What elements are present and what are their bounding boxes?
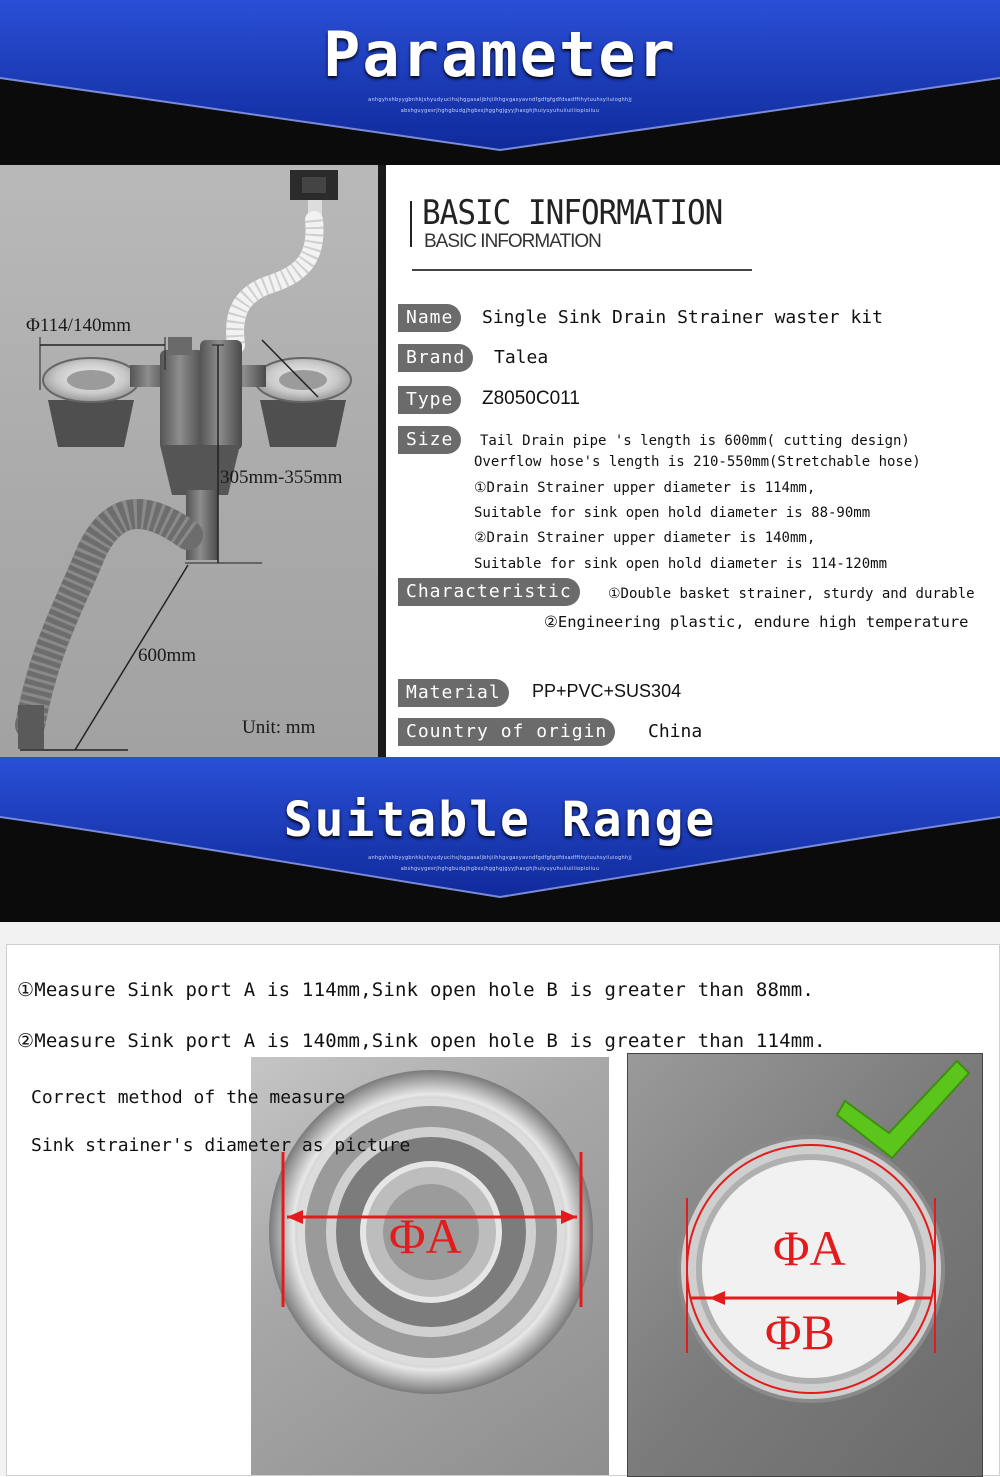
- phi-b-label: ΦB: [765, 1304, 835, 1360]
- left-sink-photo: [11, 1057, 609, 1475]
- material-value: PP+PVC+SUS304: [532, 681, 682, 701]
- size-line-1: Tail Drain pipe 's length is 600mm( cutting design): [480, 433, 910, 449]
- suitable-range-banner: [0, 757, 1000, 922]
- parameter-subtitle-1: anhgyhshbyygbnhkjshyudyucihsjhggasaljbhjiihhgvgasyavndfgdfgfgdfdsadffthytuuhsyiiuioghhjj: [368, 97, 632, 103]
- title-accent-bar: [410, 201, 412, 247]
- parameter-banner: [0, 0, 1000, 165]
- type-value: Z8050C011: [482, 388, 580, 409]
- phi-a-label-right: ΦA: [773, 1220, 846, 1276]
- parameter-subtitle-2: abshguygesrjhghgbudgjhgbssjhgghgjgyyjhasghjhuiyuyuhuiiuiiiiopioiiuu: [400, 108, 600, 114]
- measure-line-1: ①Measure Sink port A is 114mm,Sink open hole B is greater than 88mm.: [17, 979, 815, 1001]
- size-line-6: Suitable for sink open hold diameter is 114-120mm: [474, 556, 888, 572]
- origin-label: Country of origin: [398, 718, 615, 746]
- sink-strainer-photo-left: [11, 1057, 609, 1475]
- characteristic-line-2: ②Engineering plastic, endure high temperature: [544, 613, 969, 631]
- material-label: Material: [398, 679, 509, 707]
- parameter-section: [0, 165, 1000, 757]
- name-value: Single Sink Drain Strainer waster kit: [482, 307, 883, 328]
- characteristic-label: Characteristic: [398, 578, 580, 606]
- size-line-5: ②Drain Strainer upper diameter is 140mm,: [474, 530, 816, 546]
- parameter-title: Parameter: [323, 18, 677, 91]
- basic-info-subtitle: BASIC INFORMATION: [424, 231, 601, 252]
- diameter-dimension-label: Φ114/140mm: [26, 315, 132, 336]
- right-sink-photo: [627, 1053, 983, 1477]
- size-line-3: ①Drain Strainer upper diameter is 114mm,: [474, 480, 816, 496]
- size-line-4: Suitable for sink open hold diameter is 88-90mm: [474, 505, 871, 521]
- phi-a-label-left: ΦA: [389, 1208, 462, 1264]
- length-dimension-label: 600mm: [138, 645, 197, 666]
- measure-note-1: Correct method of the measure: [31, 1087, 346, 1108]
- measure-instructions-box: [6, 944, 1000, 1476]
- measure-line-2: ②Measure Sink port A is 140mm,Sink open hole B is greater than 114mm.: [17, 1030, 826, 1052]
- height-dimension-label: 305mm-355mm: [220, 467, 343, 488]
- characteristic-line-1: ①Double basket strainer, sturdy and durable: [608, 586, 975, 602]
- suitable-range-title: Suitable Range: [283, 792, 717, 848]
- name-label: Name: [398, 304, 461, 332]
- brand-value: Talea: [494, 347, 549, 368]
- suitable-range-subtitle-2: abshguygesrjhghgbudgjhgbssjhgghgjgyyjhasghjhuiyuyuhuiiuiiiiopioiiuu: [400, 866, 600, 872]
- type-label: Type: [398, 386, 461, 414]
- title-underline: [412, 269, 752, 271]
- suitable-range-subtitle-1: anhgyhshbyygbnhkjshyudyucihsjhggasaljbhjiihhgvgasyavndfgdfgfgdfdsadffthytuuhsyiiuioghhjj: [368, 855, 632, 861]
- product-image-panel: [0, 165, 378, 757]
- drain-kit-illustration: [0, 165, 378, 757]
- unit-label: Unit: mm: [242, 717, 316, 738]
- brand-label: Brand: [398, 344, 473, 372]
- size-line-2: Overflow hose's length is 210-550mm(Stretchable hose): [474, 454, 921, 470]
- basic-information-panel: [386, 165, 1000, 757]
- basic-info-title: BASIC INFORMATION: [422, 193, 723, 233]
- origin-value: China: [648, 721, 703, 742]
- size-label: Size: [398, 426, 461, 454]
- suitable-range-section: [0, 922, 1000, 1476]
- measure-note-2: Sink strainer's diameter as picture: [31, 1135, 411, 1156]
